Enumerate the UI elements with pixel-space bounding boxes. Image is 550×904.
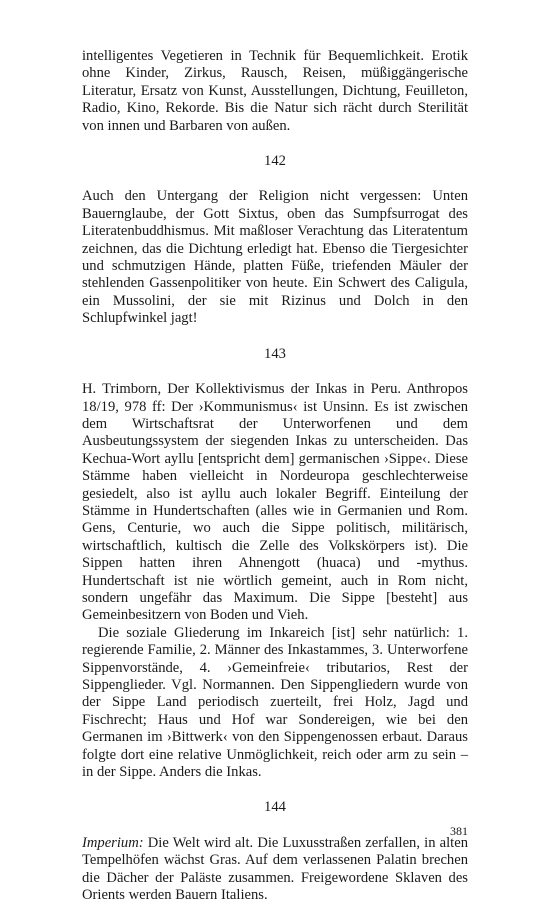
section-number: 142 — [264, 153, 286, 170]
paragraph: Die soziale Gliederung im Inkareich [ist] sehr natürlich: 1. regierende Familie, 2. Männer des Inkastammes, 3. Unterworfene Sippenvorstände, 4. ›Gemeinfreie‹ tributarios, Rest der Sippenglieder. Vgl. Normannen. Den Sippengliedern wurde von der Sippe Land periodisch zuerteilt, frei Holz, Jagd und Fischrecht; Haus und Hof war Sondereigen, wie bei den Germanen im ›Bittwerk‹ von den Sippengenossen erbaut. Daraus folgte dort eine relative Unmöglichkeit, reich oder arm zu sein – in der Sippe. Anders die Inkas. — [82, 624, 468, 781]
paragraph: intelligentes Vegetieren in Technik für Bequemlichkeit. Erotik ohne Kinder, Zirkus, Rausch, Reisen, müßiggängerische Literatur, Ersatz von Kunst, Ausstellungen, Dichtung, Feuilleton, Radio, Kino, Rekorde. Bis die Natur sich rächt durch Sterilität von innen und Barbaren von außen. — [82, 48, 468, 134]
page-number: 381 — [450, 824, 468, 838]
paragraph — [82, 835, 468, 904]
italic-lead: Imperium: — [82, 834, 144, 851]
section-144 — [82, 781, 468, 904]
page-body — [82, 48, 468, 904]
section-number: 143 — [264, 345, 286, 362]
section-143 — [82, 328, 468, 782]
section-number: 144 — [264, 799, 286, 816]
section-continuation — [82, 48, 468, 135]
section-142 — [82, 135, 468, 328]
paragraph: H. Trimborn, Der Kollektivismus der Inkas in Peru. Anthropos 18/19, 978 ff: Der ›Kommunismus‹ ist Unsinn. Es ist zwischen dem Wirtschaftsrat der Unterworfenen und dem Ausbeutungssystem der siegenden Inkas zu unterscheiden. Das Kechua-Wort ayllu [entspricht dem] germanischen ›Sippe‹. Diese Stämme haben vielleicht in Nordeuropa geschlechterweise gesiedelt, also ist ayllu auch lokaler Begriff. Einteilung der Stämme in Hundertschaften (alles wie in Germanien und Rom. Gens, Centurie, wo auch die Sippe politisch, militärisch, wirtschaftlich, kultisch die Zelle des Volkskörpers ist). Die Sippen hatten ihren Ahnengott (huaca) und -mythus. Hundertschaft ist nie wörtlich gemeint, auch in Rom nicht, sondern ungefähr das Maximum. Die Sippe [besteht] aus Gemeinbesitzern von Boden und Vieh. — [82, 381, 468, 624]
paragraph-text: Die Welt wird alt. Die Luxusstraßen zerfallen, in alten Tempelhöfen wächst Gras. Auf dem verlassenen Palatin brechen die Dächer der Paläste zusammen. Freigewordene Sklaven des Orients werden Bauern Italiens. — [82, 834, 468, 904]
paragraph: Auch den Untergang der Religion nicht vergessen: Unten Bauernglaube, der Gott Sixtus, oben das Sumpfsurrogat des Literatenbuddhismus. Mit maßloser Verachtung das Literatentum zeichnen, das die Dichtung erledigt hat. Ebenso die Tiergesichter und schmutzigen Hände, platten Füße, triefenden Mäuler der stehlenden Gassenpolitiker von heute. Ein Schwert des Caligula, ein Mussolini, der sie mit Rizinus und Dolch in den Schlupfwinkel jagt! — [82, 188, 468, 327]
